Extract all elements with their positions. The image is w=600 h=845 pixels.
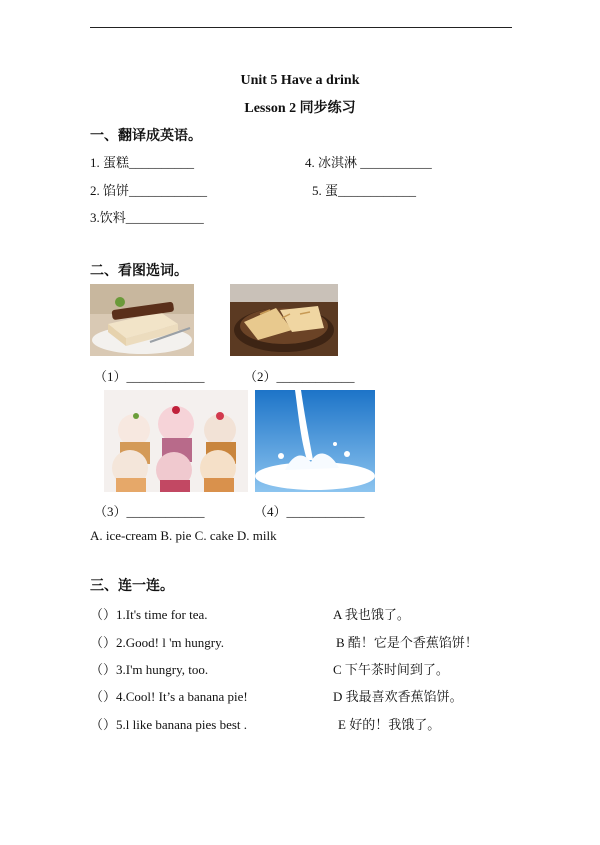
match-right-e: E 好的！我饿了。	[338, 717, 441, 732]
header-rule	[90, 27, 512, 28]
picture-blank-1: （1）____________	[94, 369, 205, 384]
pie-photo	[230, 284, 338, 356]
match-right-a: A 我也饿了。	[333, 607, 410, 622]
picture-blank-3: （3）____________	[94, 504, 205, 519]
match-right-b: B 酷！它是个香蕉馅饼！	[336, 635, 478, 650]
picture-blank-2: （2）____________	[244, 369, 355, 384]
milk-photo	[255, 390, 375, 492]
picture-blank-4: （4）____________	[254, 504, 365, 519]
worksheet-subtitle: Lesson 2 同步练习	[244, 101, 356, 116]
section3-heading: 三、连一连。	[90, 579, 174, 594]
translate-item-4: 4. 冰淇淋 ___________	[305, 155, 432, 170]
cake-photo	[90, 284, 194, 356]
match-left-5: （）5.l like banana pies best .	[90, 717, 248, 732]
translate-item-1: 1. 蛋糕__________	[90, 155, 195, 170]
match-left-2: （）2.Good! l 'm hungry.	[90, 635, 225, 650]
translate-item-5: 5. 蛋____________	[312, 183, 417, 198]
match-left-1: （）1.It's time for tea.	[90, 607, 208, 622]
match-left-4: （）4.Cool! It’s a banana pie!	[90, 689, 248, 704]
match-left-3: （）3.I'm hungry, too.	[90, 662, 209, 677]
translate-item-3: 3.饮料____________	[90, 210, 204, 225]
translate-item-2: 2. 馅饼____________	[90, 183, 208, 198]
worksheet-title: Unit 5 Have a drink	[240, 73, 360, 88]
section2-heading: 二、看图选词。	[90, 264, 188, 279]
section1-heading: 一、翻译成英语。	[90, 129, 202, 144]
match-right-c: C 下午茶时间到了。	[333, 662, 449, 677]
cupcakes-photo	[104, 390, 248, 492]
match-right-d: D 我最喜欢香蕉馅饼。	[333, 689, 463, 704]
word-options: A. ice-cream B. pie C. cake D. milk	[90, 528, 277, 543]
